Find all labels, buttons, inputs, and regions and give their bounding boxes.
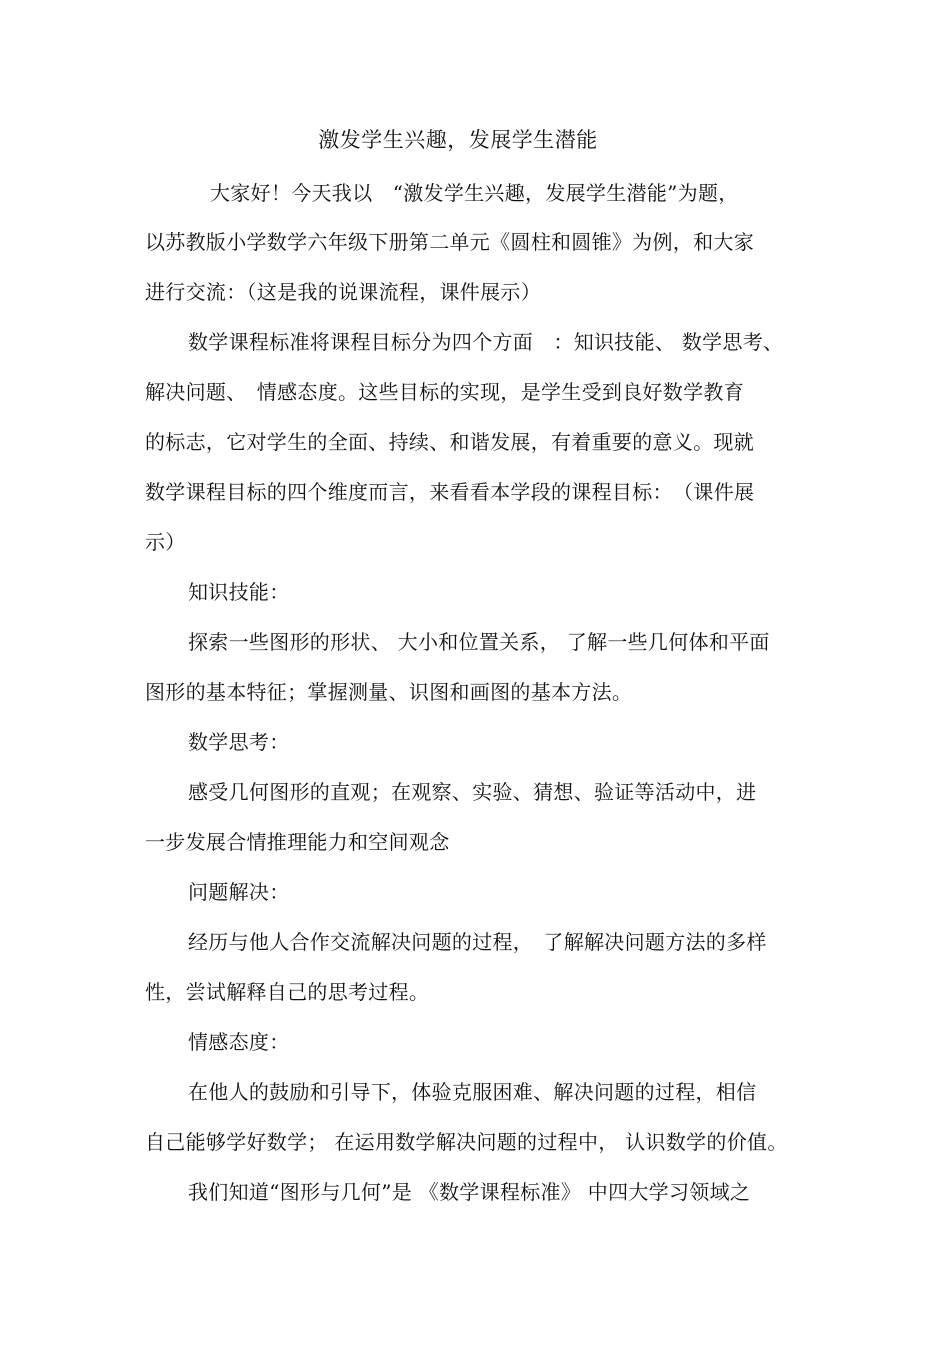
paragraph-line: 示） [145,530,186,554]
paragraph-line: 进行交流：（这是我的说课流程，课件展示） [145,280,541,304]
paragraph-line: 大家好！今天我以 “激发学生兴趣，发展学生潜能”为题， [210,181,739,205]
paragraph-line: 探索一些图形的形状、 大小和位置关系， 了解一些几何体和平面 [188,630,770,654]
paragraph-line: 数学课程目标的四个维度而言，来看看本学段的课程目标： （课件展 [145,480,755,504]
paragraph-line: 的标志，它对学生的全面、持续、和谐发展，有着重要的意义。现就 [145,430,754,454]
paragraph-line: 一步发展合情推理能力和空间观念 [145,830,450,854]
paragraph-line: 自己能够学好数学； 在运用数学解决问题的过程中， 认识数学的价值。 [145,1130,788,1154]
paragraph-line: 以苏教版小学数学六年级下册第二单元《圆柱和圆锥》为例，和大家 [145,230,754,254]
paragraph-line: 我们知道“图形与几何”是 《数学课程标准》 中四大学习领域之 [188,1180,751,1204]
paragraph-line: 感受几何图形的直观；在观察、实验、猜想、验证等活动中，进 [188,780,757,804]
section-heading: 情感态度： [188,1030,290,1054]
paragraph-line: 经历与他人合作交流解决问题的过程， 了解解决问题方法的多样 [188,930,767,954]
paragraph-line: 数学课程标准将课程目标分为四个方面 ：知识技能、 数学思考、 [188,330,784,354]
paragraph-line: 性，尝试解释自己的思考过程。 [145,980,430,1004]
paragraph-line: 图形的基本特征；掌握测量、识图和画图的基本方法。 [145,680,633,704]
section-heading: 数学思考： [188,730,290,754]
paragraph-line: 解决问题、 情感态度。这些目标的实现，是学生受到良好数学教育 [145,380,744,404]
section-heading: 知识技能： [188,580,290,604]
paragraph-line: 在他人的鼓励和引导下，体验克服困难、解决问题的过程，相信 [188,1080,757,1104]
document-title: 激发学生兴趣，发展学生潜能 [318,128,598,152]
section-heading: 问题解决： [188,880,290,904]
